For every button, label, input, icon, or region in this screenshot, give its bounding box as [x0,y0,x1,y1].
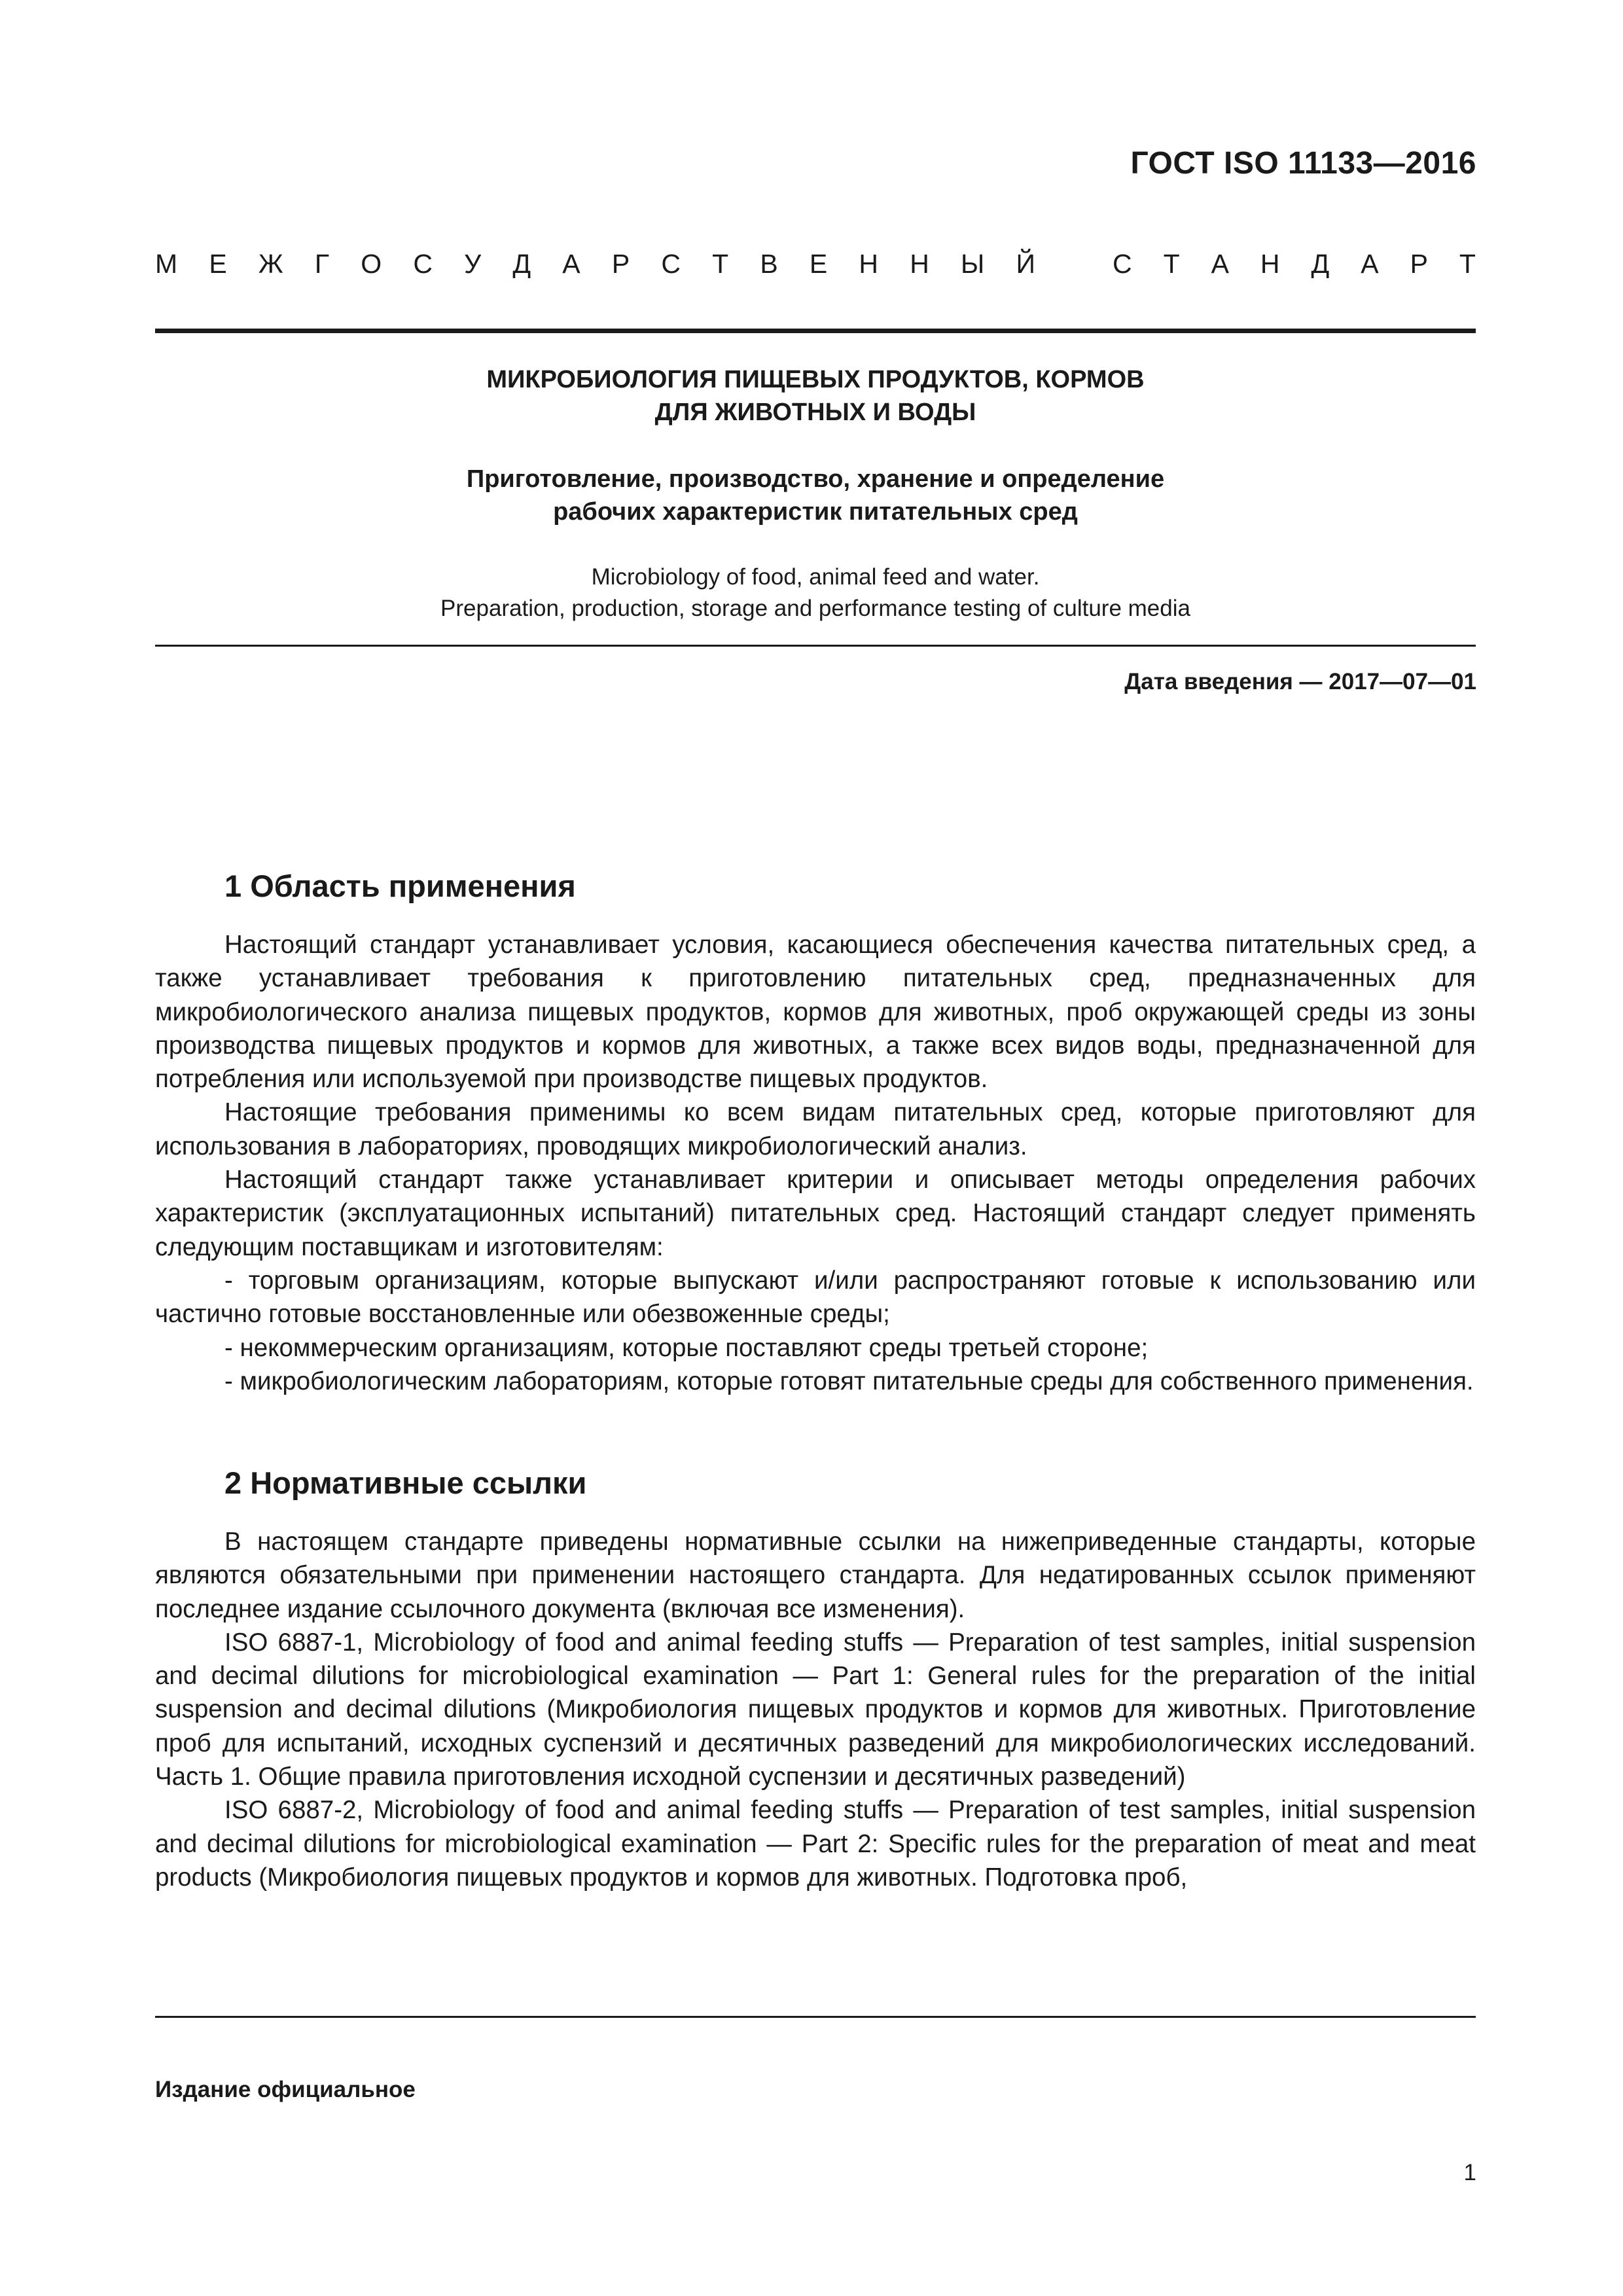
official-edition-note: Издание официальное [155,2077,416,2102]
spaced-letter: В [760,249,778,279]
spaced-letter: Т [1459,249,1476,279]
spaced-letter: Ы [960,249,985,279]
section-2-heading: 2 Нормативные ссылки [224,1465,587,1500]
section-1-paragraph: Настоящий стандарт устанавливает условия, касающиеся обеспечения качества питательных сред, а также устанавливает требования к приготовлению питательных сред, предназначенных для микробиологического анализа пищевых продуктов, кормов для животных, проб окружающей среды из зоны производства пищевых продуктов и кормов для животных, а также всех видов воды, предназначенной для потребления или используемой при производстве пищевых продуктов. [155,931,1476,1094]
page-number: 1 [1463,2160,1476,2185]
section-1-list-item: - торговым организациям, которые выпускают и/или распространяют готовые к использованию или частично готовые восстановленные или обезвоженные среды; [155,1266,1476,1329]
english-title [155,562,1476,624]
standard-designation: ГОСТ ISO 11133—2016 [1130,146,1476,181]
document-subtitle-line-1: Приготовление, производство, хранение и определение [466,465,1165,493]
document-subtitle [155,463,1476,528]
spaced-letter: А [562,249,580,279]
spaced-letter: А [1211,249,1229,279]
section-1-paragraph: Настоящие требования применимы ко всем видам питательных сред, которые приготовляют для использования в лабораториях, проводящих микробиологический анализ. [155,1098,1476,1160]
spaced-letter: У [464,249,482,279]
spaced-letter: Д [512,249,531,279]
spaced-letter: Н [859,249,879,279]
section-1-heading: 1 Область применения [224,869,576,903]
spaced-letter: Н [1260,249,1280,279]
document-title-line-2: ДЛЯ ЖИВОТНЫХ И ВОДЫ [654,399,976,426]
spaced-letter: А [1361,249,1379,279]
footer-rule [155,2016,1476,2018]
section-2-body [155,1525,1476,1894]
spaced-letter: Т [712,249,729,279]
section-1-list-item: - некоммерческим организациям, которые поставляют среды третьей стороне; [224,1333,1149,1362]
spaced-letter: О [361,249,382,279]
spaced-letter: Е [809,249,828,279]
section-2-reference: ISO 6887-1, Microbiology of food and animal feeding stuffs — Preparation of test samples, initial suspension and decimal dilutions for microbiological examination — Part 1: General rules for the preparation of the initial suspension and decimal dilutions (Микробиология пищевых продуктов и кормов для животных. Приготовление проб для испытаний, исходных суспензий и десятичных разведений для микробиологических исследований. Часть 1. Общие правила приготовления исходной суспензии и десятичных разведений) [155,1628,1476,1791]
section-2-reference: ISO 6887-2, Microbiology of food and animal feeding stuffs — Preparation of test samples, initial suspension and decimal dilutions for microbiological examination — Part 2: Specific rules for the preparation of meat and meat products (Микробиология пищевых продуктов и кормов для животных. Подготовка проб, [155,1796,1476,1892]
document-title [155,363,1476,429]
spaced-letter: Р [611,249,630,279]
spaced-letter: Р [1410,249,1428,279]
section-1-body [155,928,1476,1398]
spaced-letter: С [1113,249,1132,279]
document-title-line-1: МИКРОБИОЛОГИЯ ПИЩЕВЫХ ПРОДУКТОВ, КОРМОВ [486,366,1145,393]
spaced-letter: М [155,249,178,279]
section-1-paragraph: Настоящий стандарт также устанавливает критерии и описывает методы определения рабочих характеристик (эксплуатационных испытаний) питательных сред. Настоящий стандарт следует применять следующим поставщикам и изготовителям: [155,1166,1476,1261]
english-title-line-2: Preparation, production, storage and performance testing of culture media [440,596,1190,621]
document-subtitle-line-2: рабочих характеристик питательных сред [553,498,1078,526]
spaced-letter: Й [1016,249,1035,279]
spaced-letter: Г [314,249,330,279]
spaced-letter: Д [1311,249,1330,279]
spaced-letter: С [413,249,433,279]
header-rule [155,329,1476,333]
standard-type-line [155,249,1476,279]
english-title-line-1: Microbiology of food, animal feed and water. [591,564,1040,590]
section-1-list-item: - микробиологическим лабораториям, которые готовят питательные среды для собственного применения. [224,1367,1474,1395]
spaced-letter: Т [1163,249,1180,279]
title-rule [155,645,1476,647]
spaced-letter: Н [910,249,929,279]
spaced-letter: Е [209,249,227,279]
standard-type-word-interstate [155,249,1035,279]
spaced-letter: С [661,249,681,279]
spaced-letter: Ж [258,249,283,279]
introduction-date: Дата введения — 2017—07—01 [1124,669,1476,694]
section-2-paragraph: В настоящем стандарте приведены нормативные ссылки на нижеприведенные стандарты, которые являются обязательными при применении настоящего стандарта. Для недатированных ссылок применяют последнее издание ссылочного документа (включая все изменения). [155,1528,1476,1623]
standard-type-word-standard [1113,249,1476,279]
